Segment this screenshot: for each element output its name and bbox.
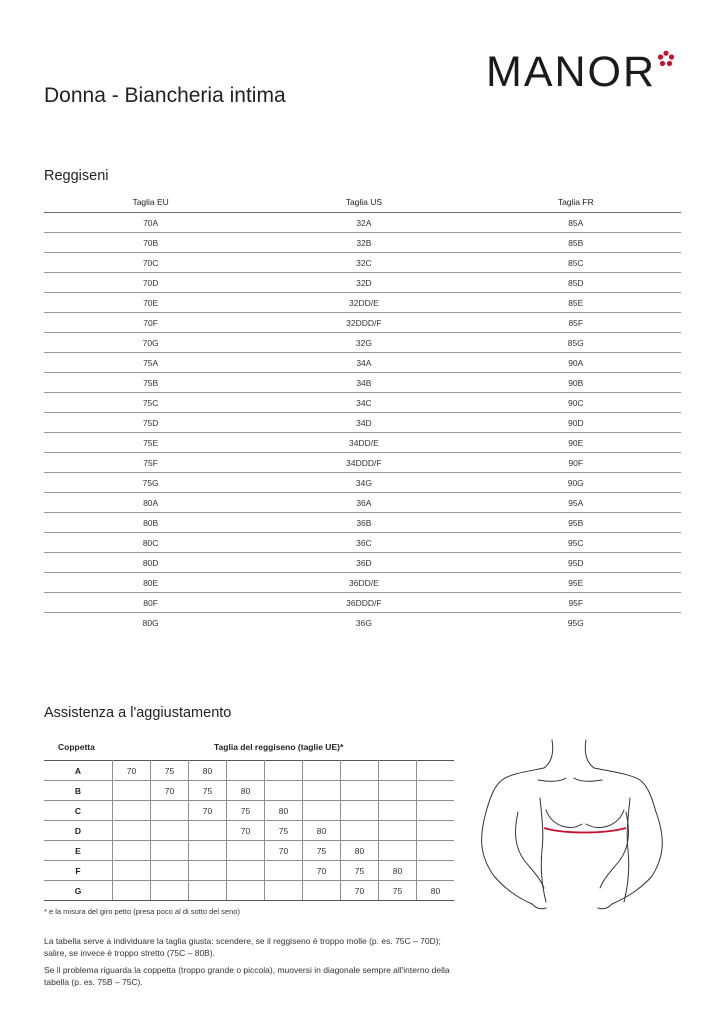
table-row <box>44 513 681 533</box>
band-size-cell <box>227 861 265 881</box>
table-row <box>44 413 681 433</box>
band-size-cell <box>303 781 341 801</box>
table-row <box>44 453 681 473</box>
cell-us: 36DD/E <box>257 573 470 593</box>
cell-fr: 95F <box>471 593 681 613</box>
cell-eu: 75F <box>44 453 257 473</box>
cell-fr: 85E <box>471 293 681 313</box>
cell-us: 32DDD/F <box>257 313 470 333</box>
cell-fr: 85D <box>471 273 681 293</box>
fit-row <box>44 861 454 881</box>
cell-fr: 85C <box>471 253 681 273</box>
cell-us: 34A <box>257 353 470 373</box>
band-size-cell <box>341 821 379 841</box>
cell-fr: 95B <box>471 513 681 533</box>
band-size-cell: 80 <box>379 861 417 881</box>
cell-us: 34C <box>257 393 470 413</box>
header-eu: Taglia EU <box>132 197 169 207</box>
page-title: Donna - Biancheria intima <box>44 84 286 107</box>
table-row <box>44 333 681 353</box>
cell-us: 34DDD/F <box>257 453 470 473</box>
cell-fr: 85B <box>471 233 681 253</box>
fit-section-title: Assistenza a l'aggiustamento <box>44 705 232 721</box>
band-size-cell: 80 <box>341 841 379 861</box>
band-size-cell <box>417 841 455 861</box>
band-size-cell <box>227 841 265 861</box>
cell-eu: 80D <box>44 553 257 573</box>
cell-eu: 75B <box>44 373 257 393</box>
cell-us: 32C <box>257 253 470 273</box>
band-size-cell <box>151 881 189 901</box>
cell-us: 34G <box>257 473 470 493</box>
cell-eu: 75E <box>44 433 257 453</box>
cell-eu: 70D <box>44 273 257 293</box>
table-row <box>44 473 681 493</box>
band-size-cell <box>265 781 303 801</box>
band-size-cell <box>417 861 455 881</box>
cell-fr: 85F <box>471 313 681 333</box>
band-size-cell <box>151 861 189 881</box>
cup-header: Coppetta <box>58 742 95 752</box>
cell-fr: 95C <box>471 533 681 553</box>
cup-label: G <box>44 881 113 901</box>
cell-us: 34B <box>257 373 470 393</box>
cup-label: B <box>44 781 113 801</box>
cell-us: 36D <box>257 553 470 573</box>
cell-us: 34D <box>257 413 470 433</box>
band-size-cell: 70 <box>151 781 189 801</box>
cup-label: E <box>44 841 113 861</box>
cell-eu: 80E <box>44 573 257 593</box>
table-row <box>44 433 681 453</box>
cell-fr: 90G <box>471 473 681 493</box>
band-size-cell <box>227 881 265 901</box>
bust-measurement-illustration <box>474 738 694 918</box>
cell-us: 32A <box>257 213 470 233</box>
cell-eu: 70B <box>44 233 257 253</box>
cell-eu: 75D <box>44 413 257 433</box>
band-size-cell: 70 <box>303 861 341 881</box>
cell-eu: 70F <box>44 313 257 333</box>
band-size-cell: 70 <box>113 761 151 781</box>
band-size-cell <box>303 761 341 781</box>
band-size-cell: 80 <box>227 781 265 801</box>
cell-fr: 95E <box>471 573 681 593</box>
table-row <box>44 353 681 373</box>
band-size-cell <box>265 861 303 881</box>
fit-row <box>44 821 454 841</box>
band-size-cell: 80 <box>189 761 227 781</box>
flower-icon <box>657 50 675 68</box>
fit-row <box>44 781 454 801</box>
band-size-cell: 75 <box>379 881 417 901</box>
band-size-cell <box>379 841 417 861</box>
header-fr: Taglia FR <box>557 197 594 207</box>
table-row <box>44 573 681 593</box>
band-size-cell <box>303 801 341 821</box>
cell-eu: 80B <box>44 513 257 533</box>
band-size-cell: 75 <box>303 841 341 861</box>
instruction-paragraph-1: La tabella serve a individuare la taglia giusta: scendere, se il reggiseno è troppo molle (p. es. 75C – 70D); salire, se invece è troppo stretto (75C – 80B). <box>44 936 441 958</box>
table-row <box>44 213 681 233</box>
band-size-cell <box>341 781 379 801</box>
band-size-cell <box>341 761 379 781</box>
cup-label: C <box>44 801 113 821</box>
band-size-cell <box>227 761 265 781</box>
band-size-cell <box>113 801 151 821</box>
fit-row <box>44 761 454 781</box>
fit-table <box>44 760 454 901</box>
cell-fr: 90C <box>471 393 681 413</box>
cell-eu: 80F <box>44 593 257 613</box>
band-size-cell <box>151 821 189 841</box>
cell-fr: 90A <box>471 353 681 373</box>
cell-eu: 80C <box>44 533 257 553</box>
bra-section-title: Reggiseni <box>44 168 109 184</box>
cell-us: 36C <box>257 533 470 553</box>
header-us: Taglia US <box>345 197 383 207</box>
cell-us: 32DD/E <box>257 293 470 313</box>
table-header-row <box>44 192 681 213</box>
cell-fr: 95G <box>567 617 584 628</box>
band-size-cell <box>113 821 151 841</box>
band-size-cell <box>151 841 189 861</box>
cell-fr: 90F <box>471 453 681 473</box>
cell-us: 36DDD/F <box>257 593 470 613</box>
fit-row <box>44 801 454 821</box>
cell-eu: 70G <box>44 333 257 353</box>
band-size-cell <box>189 861 227 881</box>
brand-name: MANOR <box>486 48 657 96</box>
band-size-cell <box>379 821 417 841</box>
band-size-cell <box>113 861 151 881</box>
band-size-cell <box>417 781 455 801</box>
bra-size-table <box>44 192 681 632</box>
band-size-cell <box>265 881 303 901</box>
instruction-paragraph-2: Se il problema riguarda la coppetta (troppo grande o piccola), muoversi in diagonale sempre all'interno della tabella (p. es. 75B – 75C). <box>44 965 450 987</box>
cell-fr: 90B <box>471 373 681 393</box>
cell-us: 34DD/E <box>257 433 470 453</box>
cell-fr: 90E <box>471 433 681 453</box>
table-row <box>44 313 681 333</box>
band-size-cell <box>417 761 455 781</box>
band-size-cell: 75 <box>227 801 265 821</box>
cell-eu: 70E <box>44 293 257 313</box>
band-size-cell <box>151 801 189 821</box>
cup-label: D <box>44 821 113 841</box>
band-size-cell <box>417 801 455 821</box>
cell-fr: 95A <box>471 493 681 513</box>
band-size-cell: 70 <box>227 821 265 841</box>
table-row <box>44 253 681 273</box>
band-size-cell: 75 <box>189 781 227 801</box>
cell-eu: 75C <box>44 393 257 413</box>
band-size-cell <box>379 801 417 821</box>
band-size-cell <box>113 881 151 901</box>
band-size-cell: 80 <box>417 881 455 901</box>
cell-fr: 90D <box>471 413 681 433</box>
band-size-cell <box>265 761 303 781</box>
band-size-cell <box>379 761 417 781</box>
cup-label: A <box>44 761 113 781</box>
manor-logo <box>486 50 656 94</box>
band-size-cell: 80 <box>265 801 303 821</box>
cell-us: 36A <box>257 493 470 513</box>
table-row <box>44 233 681 253</box>
band-size-cell: 75 <box>341 861 379 881</box>
band-size-cell: 80 <box>303 821 341 841</box>
table-row <box>44 493 681 513</box>
cell-us: 36B <box>257 513 470 533</box>
cell-us: 32B <box>257 233 470 253</box>
cell-us: 36G <box>355 617 372 628</box>
band-size-cell <box>113 841 151 861</box>
band-size-cell: 70 <box>265 841 303 861</box>
footnote: * e la misura del giro petto (presa poco al di sotto del seno) <box>44 907 240 916</box>
cell-fr: 95D <box>471 553 681 573</box>
table-row <box>44 613 681 633</box>
cell-fr: 85G <box>471 333 681 353</box>
band-size-cell <box>189 881 227 901</box>
cell-fr: 85A <box>471 213 681 233</box>
cup-label: F <box>44 861 113 881</box>
table-row <box>44 533 681 553</box>
cell-eu: 75G <box>44 473 257 493</box>
cell-eu: 70A <box>44 213 257 233</box>
table-row <box>44 293 681 313</box>
table-row <box>44 373 681 393</box>
band-size-cell: 75 <box>265 821 303 841</box>
cell-us: 32D <box>257 273 470 293</box>
cell-eu: 80G <box>142 617 159 628</box>
fit-row <box>44 881 454 901</box>
band-size-cell <box>113 781 151 801</box>
band-size-cell: 75 <box>151 761 189 781</box>
band-size-header: Taglia del reggiseno (taglie UE)* <box>214 742 344 752</box>
cell-eu: 80A <box>44 493 257 513</box>
cell-eu: 70C <box>44 253 257 273</box>
band-size-cell <box>189 821 227 841</box>
band-size-cell <box>189 841 227 861</box>
cell-us: 32G <box>257 333 470 353</box>
band-size-cell <box>341 801 379 821</box>
table-row <box>44 393 681 413</box>
band-size-cell <box>379 781 417 801</box>
band-size-cell: 70 <box>341 881 379 901</box>
table-row <box>44 593 681 613</box>
table-row <box>44 553 681 573</box>
cell-eu: 75A <box>44 353 257 373</box>
band-size-cell <box>303 881 341 901</box>
band-size-cell <box>417 821 455 841</box>
fit-row <box>44 841 454 861</box>
band-size-cell: 70 <box>189 801 227 821</box>
table-row <box>44 273 681 293</box>
